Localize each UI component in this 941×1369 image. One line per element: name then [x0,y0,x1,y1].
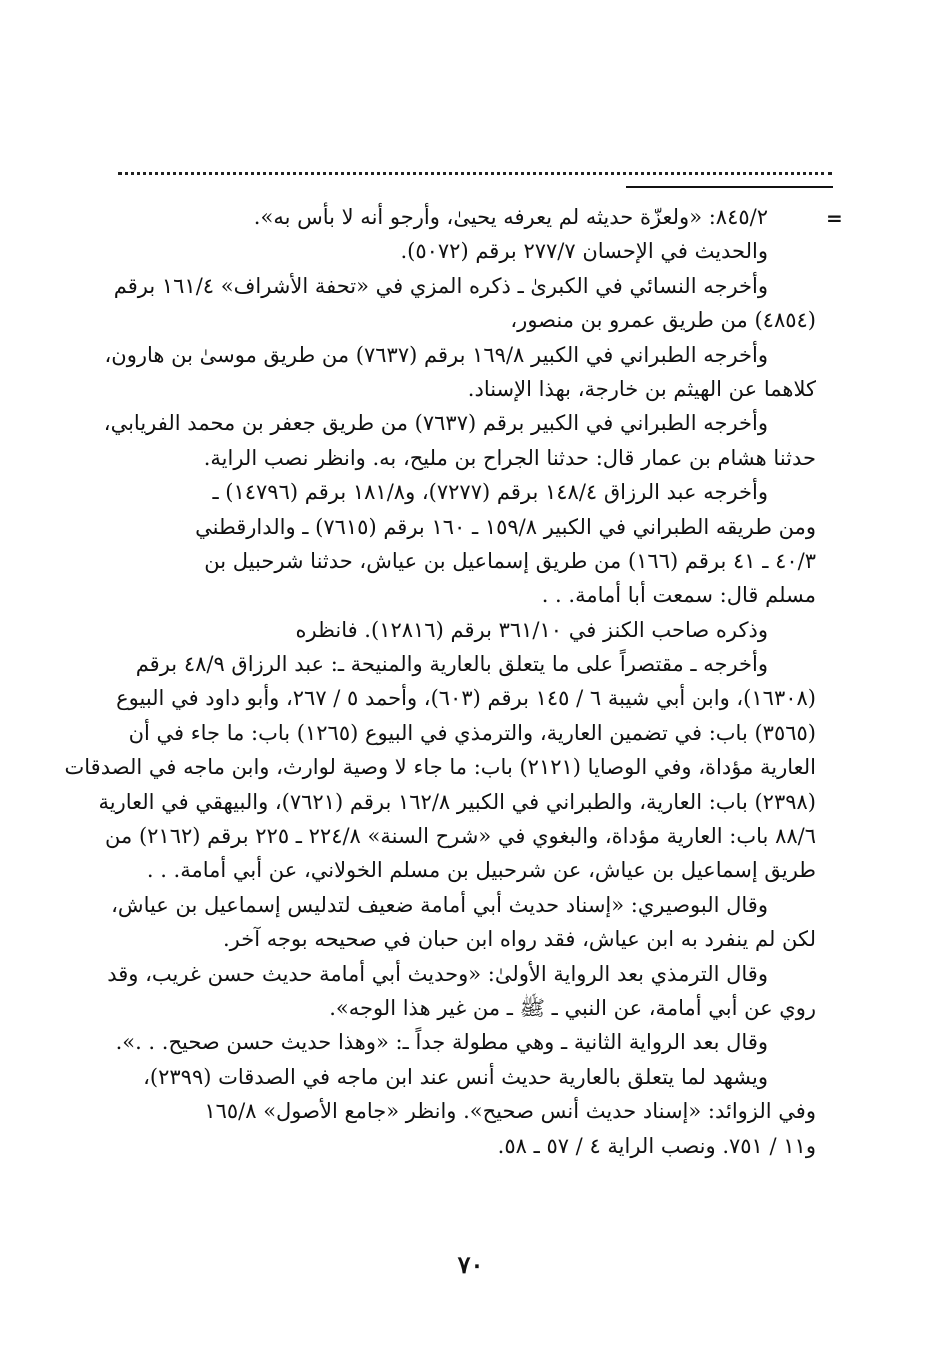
footnote-line: وقال بعد الرواية الثانية ـ وهي مطولة جداً ـ: «وهذا حديث حسن صحيح. . .». [115,1030,768,1055]
footnote-line: (٤٨٥٤) من طريق عمرو بن منصور، [510,308,816,333]
footnote-line: وأخرجه الطبراني في الكبير برقم (٧٦٣٧) من طريق جعفر بن محمد الفريابي، [103,411,768,436]
footnote-line: وفي الزوائد: «إسناد حديث أنس صحيح». وانظر «جامع الأصول» ١٦٥/٨ [204,1099,816,1124]
footnote-line: ٨٤٥/٢: «ولعزّة حديثه لم يعرفه يحيىٰ، وأرجو أنه لا بأس به». [253,205,768,229]
footnote-line: ٨٨/٦ باب: العارية مؤداة، والبغوي في «شرح السنة» ٢٢٤/٨ ـ ٢٢٥ برقم (٢١٦٢) من [105,824,816,849]
footnote-line: ٤٠/٣ ـ ٤١ برقم (١٦٦) من طريق إسماعيل بن عياش، حدثنا شرحبيل بن [204,548,816,573]
footnote-line: روي عن أبي أمامة، عن النبي ـ ﷺ ـ من غير هذا الوجه». [329,995,816,1020]
footnote-line: وأخرجه عبد الرزاق ١٤٨/٤ برقم (٧٢٧٧)، و١٨١/٨ برقم (١٤٧٩٦) ـ [212,480,768,505]
dotted-separator [118,172,832,175]
footnote-line: وأخرجه ـ مقتصراً على ما يتعلق بالعارية والمنيحة ـ: عبد الرزاق ٤٨/٩ برقم [135,652,768,677]
footnote-line: وأخرجه النسائي في الكبرىٰ ـ ذكره المزي في «تحفة الأشراف» ١٦١/٤ برقم [113,273,768,298]
page-number: ٧٠ [457,1250,484,1279]
footnote-line: لكن لم ينفرد به ابن عياش، فقد رواه ابن حبان في صحيحه بوجه آخر. [222,927,816,952]
footnote-line: كلاهما عن الهيثم بن خارجة، بهذا الإسناد. [467,376,816,401]
footnote-line: ويشهد لما يتعلق بالعارية حديث أنس عند ابن ماجه في الصدقات (٢٣٩٩)، [143,1064,768,1089]
footnote-line: وقال البوصيري: «إسناد حديث أبي أمامة ضعيف لتدليس إسماعيل بن عياش، [111,892,768,917]
footnote-line: وذكره صاحب الكنز في ٣٦١/١٠ برقم (١٢٨١٦). فانظره [295,617,768,642]
footnote-line: ومن طريقه الطبراني في الكبير ١٥٩/٨ ـ ١٦٠ برقم (٧٦١٥) ـ والدارقطني [195,514,816,539]
footnote-line: وأخرجه الطبراني في الكبير ١٦٩/٨ برقم (٧٦٣٧) من طريق موسىٰ بن هارون، [104,342,768,367]
footnote-line: (٢٣٩٨) باب: العارية، والطبراني في الكبير ١٦٢/٨ برقم (٧٦٢١)، والبيهقي في العارية [98,789,816,814]
footnote-line: العارية مؤداة، وفي الوصايا (٢١٢١) باب: ما جاء لا وصية لوارث، وابن ماجه في الصدقات [64,755,816,780]
footnote-line: والحديث في الإحسان ٢٧٧/٧ برقم (٥٠٧٢). [400,239,768,264]
continuation-mark: = [826,206,843,230]
footnote-rule [626,186,833,188]
footnote-line: طريق إسماعيل بن عياش، عن شرحبيل بن مسلم الخولاني، عن أبي أمامة. . . [146,858,816,883]
footnote-line: مسلم قال: سمعت أبا أمامة. . . [541,583,816,608]
footnote-line: (١٦٣٠٨)، وابن أبي شيبة ٦ / ١٤٥ برقم (٦٠٣)، وأحمد ٥ / ٢٦٧، وأبو داود في البيوع [116,686,816,711]
footnote-text [64,200,816,1163]
footnote-line: حدثنا هشام بن عمار قال: حدثنا الجراح بن مليح، به. وانظر نصب الراية. [203,445,816,470]
footnote-line: (٣٥٦٥) باب: في تضمين العارية، والترمذي في البيوع (١٢٦٥) باب: ما جاء في أن [128,720,816,745]
footnote-line: وقال الترمذي بعد الرواية الأولىٰ: «وحديث أبي أمامة حديث حسن غريب، وقد [107,961,768,986]
footnote-line: و١١ / ٧٥١. ونصب الراية ٤ / ٥٧ ـ ٥٨. [497,1133,816,1158]
